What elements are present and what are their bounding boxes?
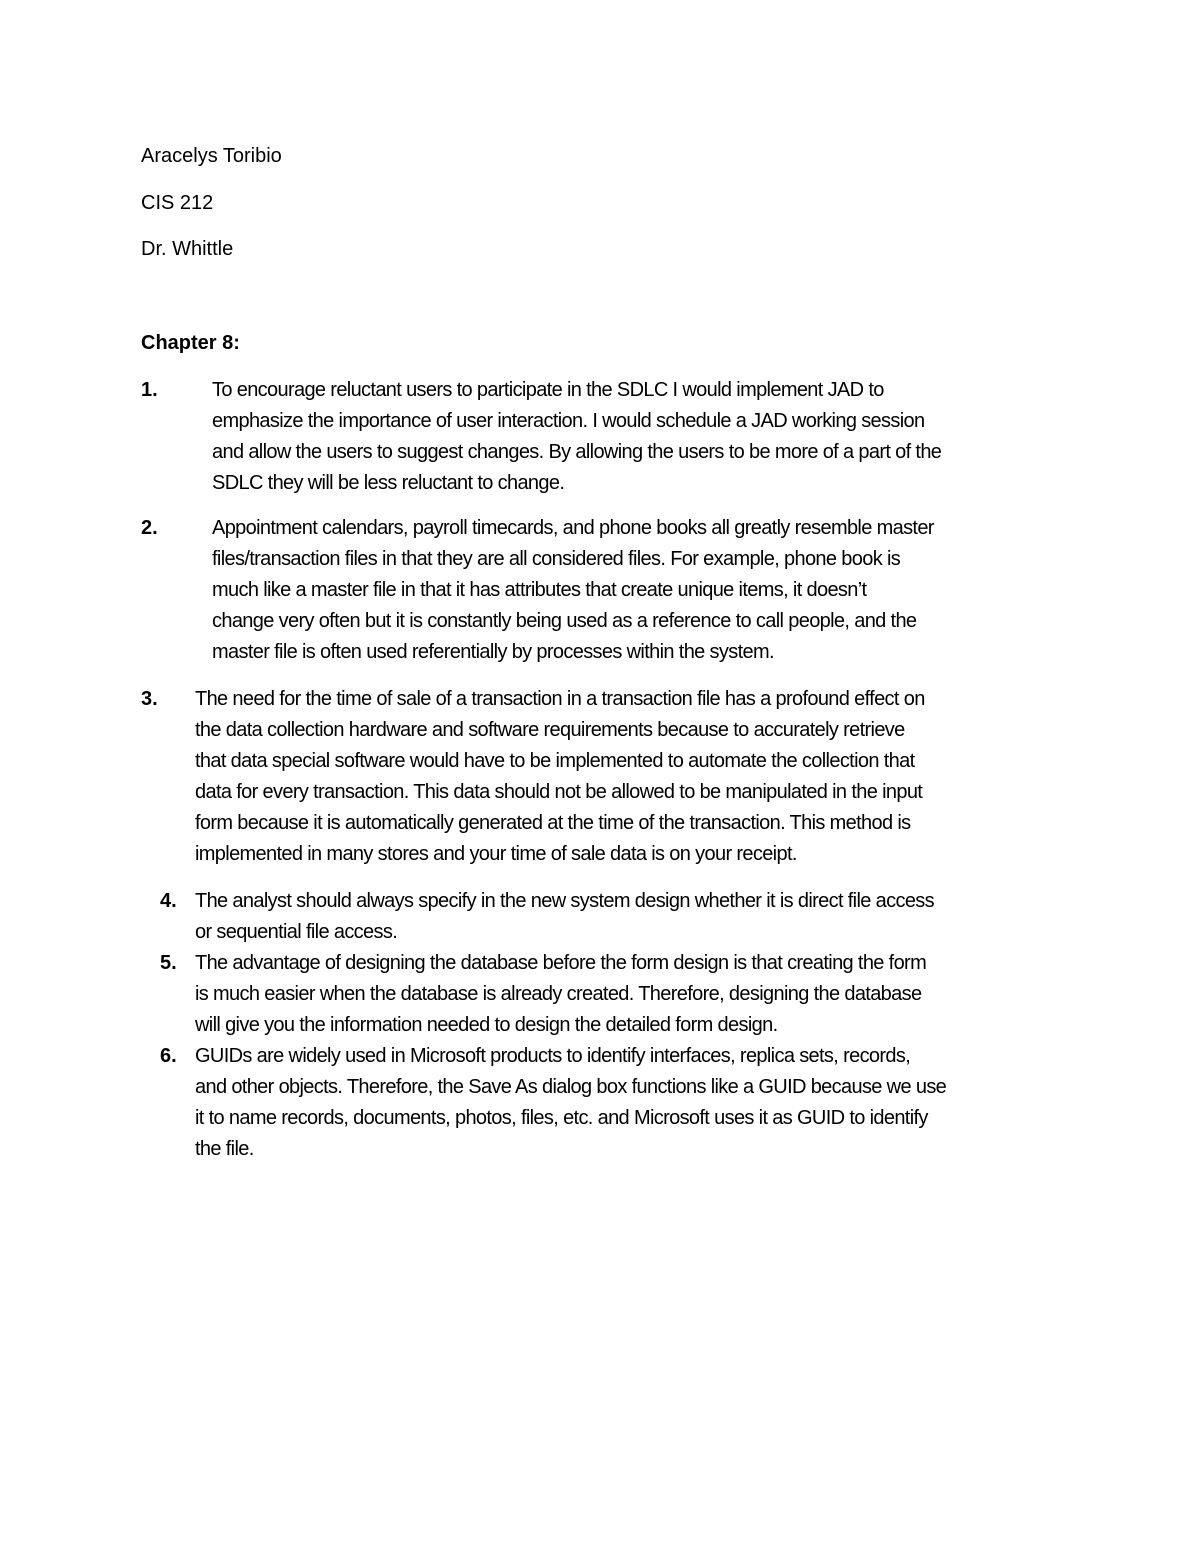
item-text bbox=[195, 886, 934, 948]
instructor-name: Dr. Whittle bbox=[141, 238, 234, 260]
course-code: CIS 212 bbox=[141, 192, 214, 214]
item-line: The need for the time of sale of a transaction in a transaction file has a profound effect on bbox=[195, 688, 925, 710]
item-number: 6. bbox=[160, 1045, 177, 1067]
item-line: much like a master file in that it has attributes that create unique items, it doesn’t bbox=[212, 579, 867, 601]
item-line: data for every transaction. This data should not be allowed to be manipulated in the input bbox=[195, 781, 923, 803]
author-name: Aracelys Toribio bbox=[141, 145, 282, 167]
item-line: the data collection hardware and software requirements because to accurately retrieve bbox=[195, 719, 905, 741]
item-number: 1. bbox=[141, 379, 158, 401]
item-line: will give you the information needed to design the detailed form design. bbox=[195, 1014, 778, 1036]
item-line: The analyst should always specify in the new system design whether it is direct file access bbox=[195, 890, 934, 912]
item-number: 5. bbox=[160, 952, 177, 974]
item-text bbox=[195, 1041, 946, 1165]
item-text bbox=[195, 684, 925, 870]
item-number: 4. bbox=[160, 890, 177, 912]
item-line: the file. bbox=[195, 1138, 254, 1160]
item-line: files/transaction files in that they are all considered files. For example, phone book is bbox=[212, 548, 901, 570]
item-line: it to name records, documents, photos, files, etc. and Microsoft uses it as GUID to identify bbox=[195, 1107, 928, 1129]
item-number: 3. bbox=[141, 688, 158, 710]
item-line: or sequential file access. bbox=[195, 921, 398, 943]
item-line: and allow the users to suggest changes. By allowing the users to be more of a part of the bbox=[212, 441, 942, 463]
item-line: emphasize the importance of user interaction. I would schedule a JAD working session bbox=[212, 410, 925, 432]
item-text bbox=[212, 513, 934, 668]
item-line: and other objects. Therefore, the Save As dialog box functions like a GUID because we use bbox=[195, 1076, 947, 1098]
item-number: 2. bbox=[141, 517, 158, 539]
item-line: SDLC they will be less reluctant to change. bbox=[212, 472, 565, 494]
item-line: To encourage reluctant users to participate in the SDLC I would implement JAD to bbox=[212, 379, 884, 401]
item-text bbox=[212, 375, 941, 499]
item-line: change very often but it is constantly being used as a reference to call people, and the bbox=[212, 610, 917, 632]
item-line: is much easier when the database is already created. Therefore, designing the database bbox=[195, 983, 922, 1005]
item-line: implemented in many stores and your time of sale data is on your receipt. bbox=[195, 843, 797, 865]
item-line: form because it is automatically generated at the time of the transaction. This method is bbox=[195, 812, 911, 834]
chapter-heading: Chapter 8: bbox=[141, 332, 240, 354]
item-line: Appointment calendars, payroll timecards, and phone books all greatly resemble master bbox=[212, 517, 934, 539]
item-line: GUIDs are widely used in Microsoft products to identify interfaces, replica sets, records, bbox=[195, 1045, 911, 1067]
item-line: The advantage of designing the database before the form design is that creating the form bbox=[195, 952, 927, 974]
item-line: that data special software would have to be implemented to automate the collection that bbox=[195, 750, 915, 772]
item-text bbox=[195, 948, 926, 1041]
item-line: master file is often used referentially by processes within the system. bbox=[212, 641, 774, 663]
